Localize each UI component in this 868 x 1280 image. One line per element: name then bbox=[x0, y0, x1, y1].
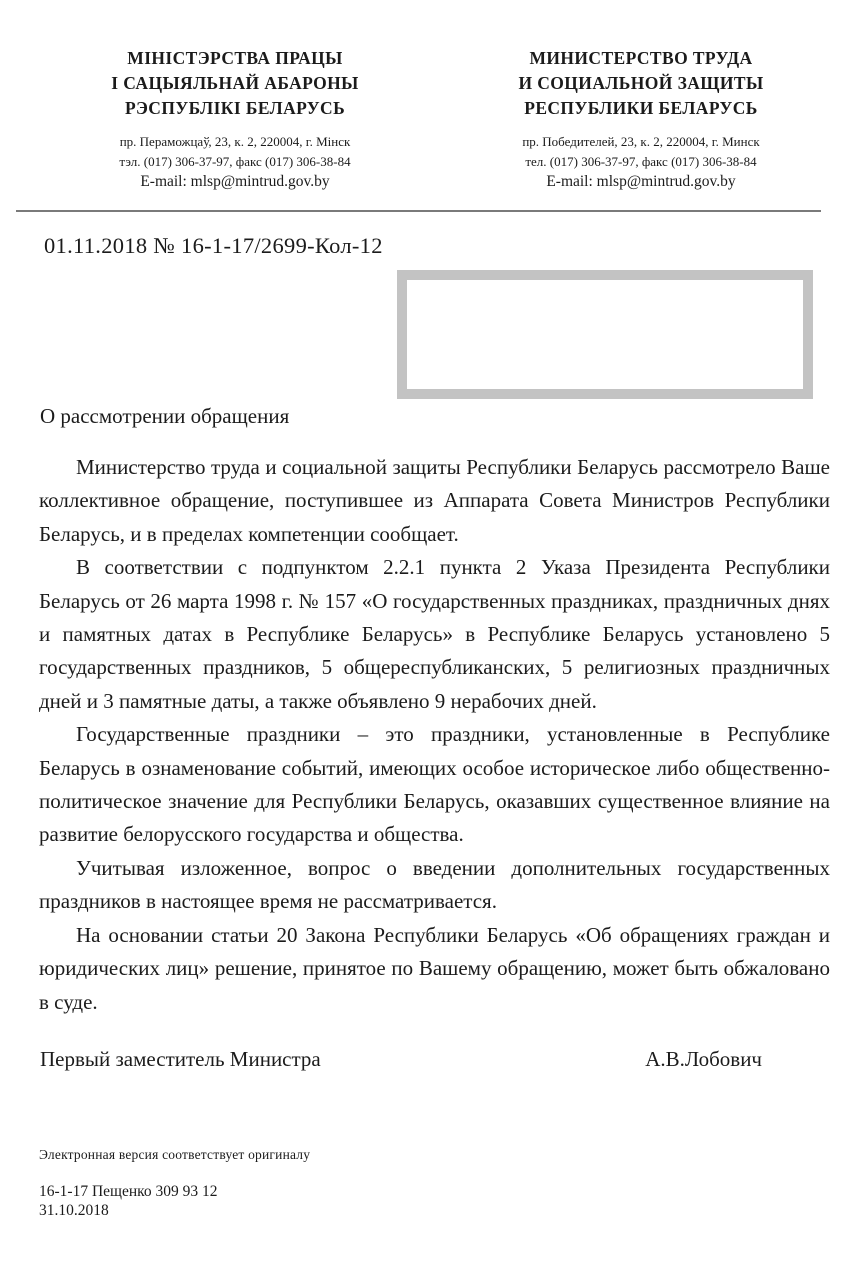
executor-date: 31.10.2018 bbox=[39, 1202, 109, 1219]
authenticity-note: Электронная версия соответствует оригиналу bbox=[39, 1147, 311, 1162]
executor-block bbox=[39, 1182, 218, 1220]
letterhead-belarusian bbox=[34, 46, 436, 192]
addressee-box bbox=[397, 270, 813, 399]
ministry-name-by-line3: РЭСПУБЛІКІ БЕЛАРУСЬ bbox=[124, 98, 346, 118]
body-paragraph-5: На основании статьи 20 Закона Республики Беларусь «Об обращениях граждан и юридических лиц» решение, принятое по Вашему обращению, может быть обжаловано в суде. bbox=[39, 922, 830, 1014]
signature-row bbox=[40, 1047, 762, 1072]
phone-line-ru: тел. (017) 306-37-97, факс (017) 306-38-84 bbox=[525, 153, 757, 169]
body-paragraph-1: Министерство труда и социальной защиты Республики Беларусь рассмотрело Ваше коллективное обращение, поступившее из Аппарата Совета Министров Республики Беларусь, и в пределах компетенции сообщает. bbox=[39, 455, 830, 546]
signer-position: Первый заместитель Министра bbox=[40, 1047, 321, 1071]
letter-body bbox=[39, 451, 830, 1019]
ministry-address-by bbox=[34, 132, 436, 192]
body-paragraph-2: В соответствии с подпунктом 2.2.1 пункта 2 Указа Президента Республики Беларусь от 26 марта 1998 г. № 157 «О государственных праздниках, праздничных днях и памятных датах в Республике Беларусь» в Республике Беларусь установлено 5 государственных праздников, 5 общереспубликанских, 5 религиозных праздничных дней и 3 памятные даты, а также объявлено 9 нерабочих дней. bbox=[39, 555, 830, 713]
subject-line: О рассмотрении обращения bbox=[40, 404, 290, 428]
ministry-name-by-line1: МІНІСТЭРСТВА ПРАЦЫ bbox=[127, 48, 343, 68]
ministry-name-ru-line1: МИНИСТЕРСТВО ТРУДА bbox=[529, 48, 753, 68]
body-paragraph-3: Государственные праздники – это праздники, установленные в Республике Беларусь в ознаменование событий, имеющих особое историческое либо общественно-политическое значение для Республики Беларусь, оказавших существенное влияние на развитие белорусского государства и общества. bbox=[39, 722, 830, 847]
signer-name: А.В.Лобович bbox=[645, 1047, 762, 1071]
address-line-ru: пр. Победителей, 23, к. 2, 220004, г. Минск bbox=[522, 134, 760, 149]
phone-line-by: тэл. (017) 306-37-97, факс (017) 306-38-84 bbox=[119, 153, 351, 169]
executor-line: 16-1-17 Пещенко 309 93 12 bbox=[39, 1183, 218, 1200]
email-line-by: E-mail: mlsp@mintrud.gov.by bbox=[140, 173, 330, 190]
body-paragraph-4: Учитывая изложенное, вопрос о введении дополнительных государственных праздников в настоящее время не рассматривается. bbox=[39, 855, 830, 914]
ministry-address-ru bbox=[440, 132, 842, 192]
letterhead-divider bbox=[16, 210, 821, 212]
ministry-name-ru bbox=[440, 46, 842, 121]
ministry-name-by bbox=[34, 46, 436, 121]
letterhead-russian bbox=[440, 46, 842, 192]
reference-number: 01.11.2018 № 16-1-17/2699-Кол-12 bbox=[44, 233, 383, 258]
letterhead bbox=[34, 46, 842, 192]
email-line-ru: E-mail: mlsp@mintrud.gov.by bbox=[546, 173, 736, 190]
ministry-name-ru-line2: И СОЦИАЛЬНОЙ ЗАЩИТЫ bbox=[518, 73, 764, 93]
address-line-by: пр. Пераможцаў, 23, к. 2, 220004, г. Мінск bbox=[119, 134, 351, 149]
ministry-name-by-line2: І САЦЫЯЛЬНАЙ АБАРОНЫ bbox=[111, 73, 359, 93]
ministry-name-ru-line3: РЕСПУБЛИКИ БЕЛАРУСЬ bbox=[524, 98, 758, 118]
